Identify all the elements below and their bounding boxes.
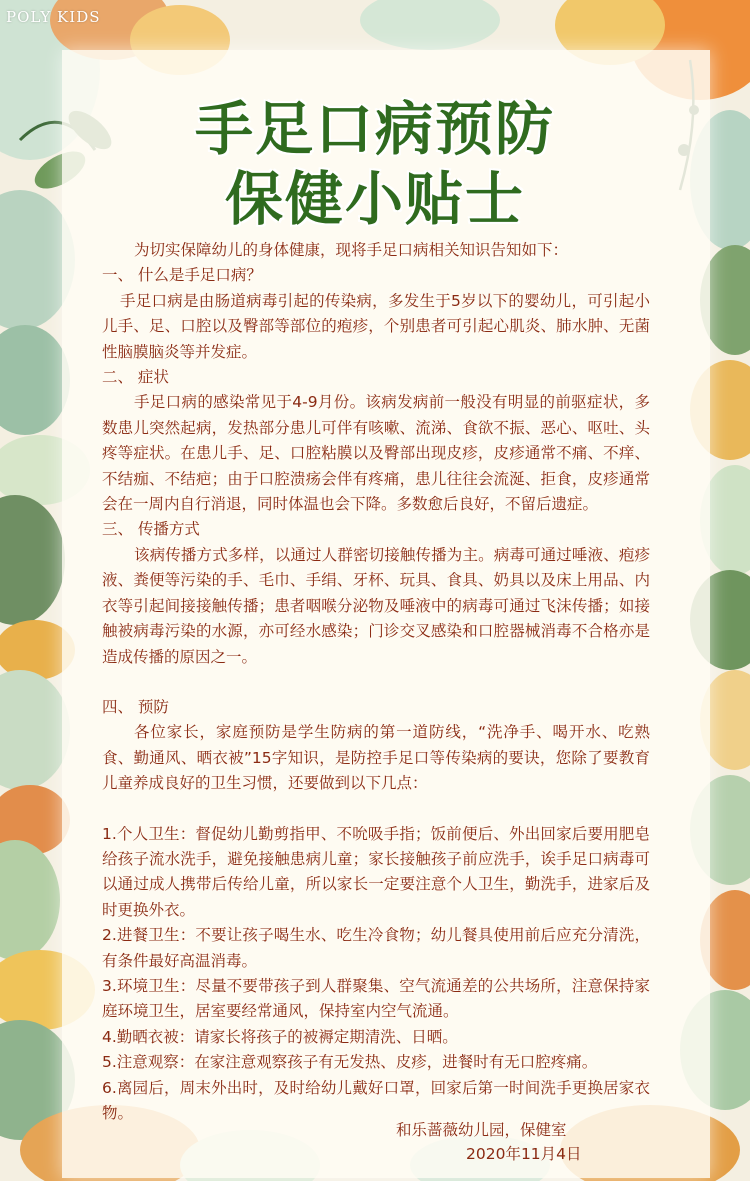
spacer bbox=[102, 797, 650, 822]
brand-logo: POLY KIDS bbox=[6, 8, 101, 26]
tip-item: 6.离园后，周末外出时，及时给幼儿戴好口罩，回家后第一时间洗手更换居家衣物。 bbox=[102, 1078, 650, 1122]
tip-item: 5.注意观察：在家注意观察孩子有无发热、皮疹，进餐时有无口腔疼痛。 bbox=[102, 1053, 598, 1072]
section-text-1: 手足口病是由肠道病毒引起的传染病，多发生于5岁以下的婴幼儿，可引起小儿手、足、口腔以及臀部等部位的疱疹，个别患者可引起心肌炎、肺水肿、无菌性脑膜脑炎等并发症。 bbox=[102, 291, 650, 361]
section-heading-2: 二、 症状 bbox=[102, 368, 169, 387]
tip-item: 4.勤晒衣被：请家长将孩子的被褥定期清洗、日晒。 bbox=[102, 1027, 458, 1046]
section-heading-4: 四、 预防 bbox=[102, 697, 169, 716]
notice-body bbox=[102, 238, 650, 1126]
section-text-2: 手足口病的感染常见于4-9月份。该病发病前一般没有明显的前驱症状，多数患儿突然起病，发热部分患儿可伴有咳嗽、流涕、食欲不振、恶心、呕吐、头疼等症状。在患儿手、足、口腔粘膜以及臀部出现皮疹，皮疹通常不痛、不痒、不结痂、不结疤；由于口腔溃疡会伴有疼痛，患儿往往会流涎、拒食，皮疹通常会在一周内自行消退，同时体温也会下降。多数愈后良好，不留后遗症。 bbox=[102, 393, 650, 514]
signature-org: 和乐蔷薇幼儿园，保健室 bbox=[396, 1121, 567, 1139]
section-text-4: 各位家长，家庭预防是学生防病的第一道防线，“洗净手、喝开水、吃熟食、勤通风、晒衣被”15字知识，是防控手足口等传染病的要诀，您除了要教育儿童养成良好的卫生习惯，还要做到以下几点： bbox=[102, 723, 650, 793]
section-text-3: 该病传播方式多样，以通过人群密切接触传播为主。病毒可通过唾液、疱疹液、粪便等污染的手、毛巾、手绢、牙杯、玩具、食具、奶具以及床上用品、内衣等引起间接接触传播；患者咽喉分泌物及唾液中的病毒可通过飞沫传播；如接触被病毒污染的水源，亦可经水感染；门诊交叉感染和口腔器械消毒不合格亦是造成传播的原因之一。 bbox=[102, 545, 650, 666]
tip-item: 1.个人卫生：督促幼儿勤剪指甲、不吮吸手指；饭前便后、外出回家后要用肥皂给孩子流水洗手，避免接触患病儿童；家长接触孩子前应洗手，诶手足口病毒可以通过成人携带后传给儿童，所以家长一定要注意个人卫生，勤洗手，进家后及时更换外衣。 bbox=[102, 824, 650, 919]
tip-item: 3.环境卫生：尽量不要带孩子到人群聚集、空气流通差的公共场所，注意保持家庭环境卫生，居室要经常通风，保持室内空气流通。 bbox=[102, 976, 650, 1021]
spacer bbox=[102, 670, 650, 695]
page-title: 手足口病预防 bbox=[194, 95, 555, 163]
signature-date: 2020年11月4日 bbox=[466, 1145, 582, 1163]
tip-item: 2.进餐卫生：不要让孩子喝生水、吃生冷食物；幼儿餐具使用前后应充分清洗，有条件最好高温消毒。 bbox=[102, 926, 650, 970]
section-heading-1: 一、 什么是手足口病？ bbox=[102, 266, 262, 285]
page-subtitle: 保健小贴士 bbox=[224, 165, 525, 233]
section-heading-3: 三、 传播方式 bbox=[102, 520, 200, 539]
intro-paragraph: 为切实保障幼儿的身体健康，现将手足口病相关知识告知如下： bbox=[134, 241, 569, 259]
